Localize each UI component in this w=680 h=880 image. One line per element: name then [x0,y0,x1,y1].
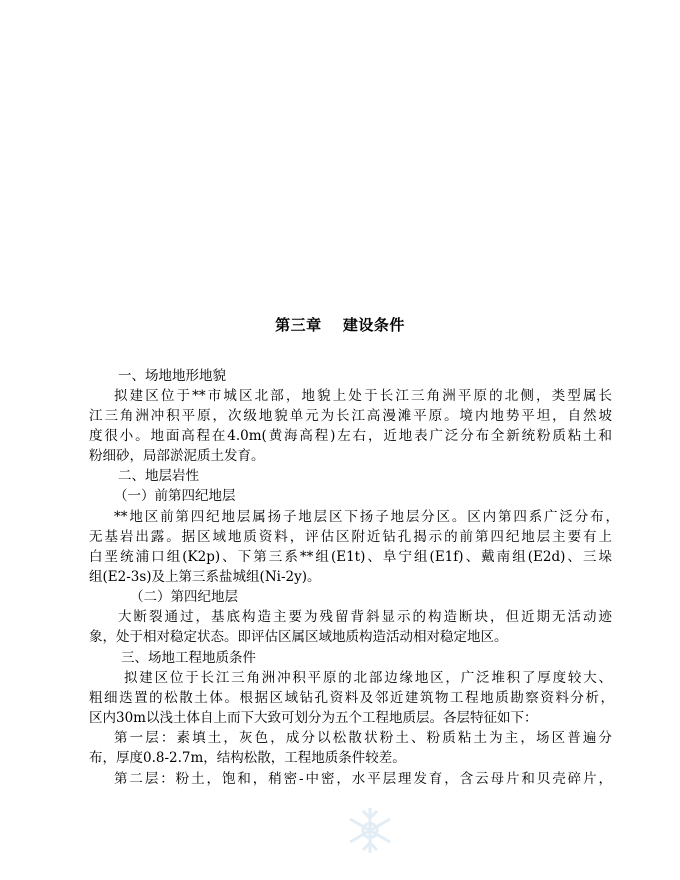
paragraph-line: 拟建区位于长江三角洲冲积平原的北部边缘地区，广泛堆积了厚度较大、 [124,670,612,686]
paragraph-line: 度很小。地面高程在4.0m(黄海高程)左右，近地表广泛分布全新统粉质粘土和 [89,428,612,444]
paragraph-line: 布，厚度0.8-2.7m，结构松散，工程地质条件较差。 [89,750,406,766]
subsection-heading-2: （二）第四纪地层 [130,589,238,605]
paragraph-line: 象，处于相对稳定状态。即评估区属区域地质构造活动相对稳定地区。 [89,629,508,645]
paragraph-line: 区内30m以浅土体自上而下大致可划分为五个工程地质层。各层特征如下： [89,710,538,726]
paragraph-line: 粉细砂，局部淤泥质土发育。 [89,448,265,464]
paragraph-line: 第二层：粉土，饱和，稍密-中密，水平层理发育，含云母片和贝壳碎片， [114,771,612,787]
section-heading-2: 二、地层岩性 [118,468,199,484]
paragraph-line: 江三角洲冲积平原，次级地貌单元为长江高漫滩平原。境内地势平坦，自然坡 [89,408,612,424]
section-heading-1: 一、场地地形地貌 [118,368,226,384]
watermark-snowflake-icon [335,803,405,858]
subsection-heading-1: （一）前第四纪地层 [114,488,236,504]
paragraph-line: 组(E2-3s)及上第三系盐城组(Ni-2y)。 [89,569,321,585]
paragraph-line: 粗细迭置的松散土体。根据区域钻孔资料及邻近建筑物工程地质勘察资料分析， [89,690,614,706]
chapter-title: 第三章 建设条件 [275,316,405,334]
paragraph-line: 拟建区位于**市城区北部，地貌上处于长江三角洲平原的北侧，类型属长 [114,388,612,404]
paragraph-line: 白垩统浦口组(K2p)、下第三系**组(E1t)、阜宁组(E1f)、戴南组(E2d)、三垛 [89,549,612,565]
paragraph-line: 第一层：素填土，灰色，成分以松散状粉土、粉质粘土为主，场区普遍分 [114,730,612,746]
paragraph-line: **地区前第四纪地层属扬子地层区下扬子地层分区。区内第四系广泛分布， [114,509,619,525]
section-heading-3: 三、场地工程地质条件 [121,650,256,666]
paragraph-line: 无基岩出露。据区域地质资料，评估区附近钻孔揭示的前第四纪地层主要有上 [89,529,612,545]
paragraph-line: 大断裂通过，基底构造主要为残留背斜显示的构造断块，但近期无活动迹 [118,609,612,625]
